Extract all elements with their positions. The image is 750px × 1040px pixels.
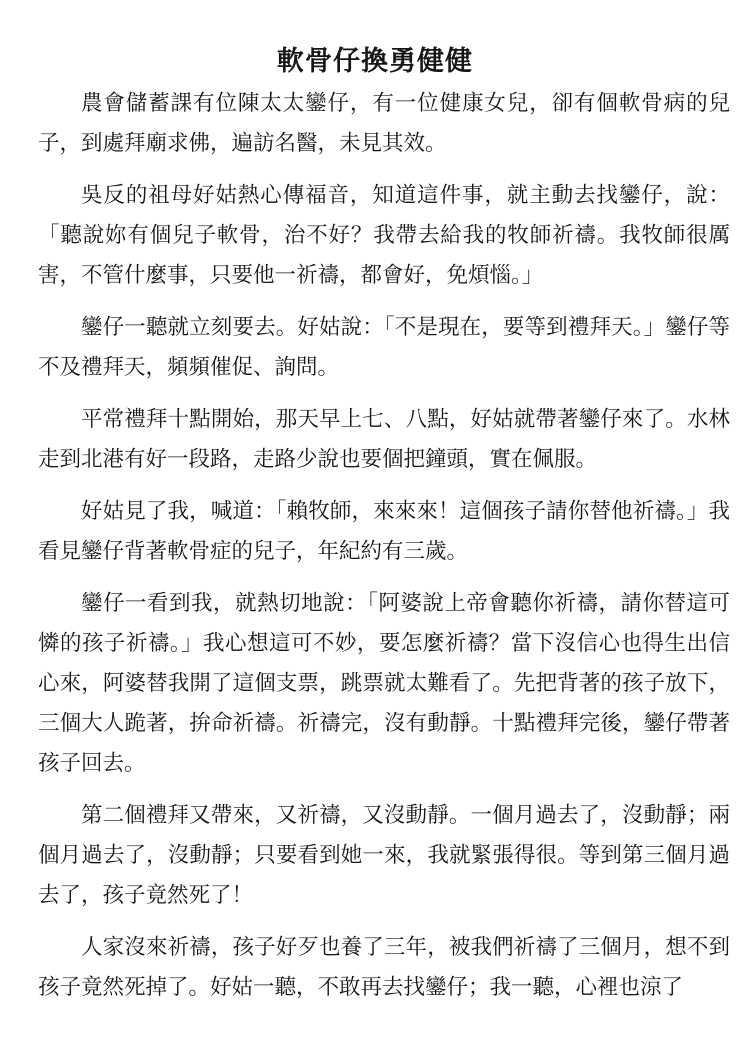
paragraph-5: 好姑見了我，喊道：「賴牧師，來來來！這個孩子請你替他祈禱。」我看見鑾仔背著軟骨症的兒子，年紀約有三歲。 — [38, 499, 730, 564]
paragraph-4: 平常禮拜十點開始，那天早上七、八點，好姑就帶著鑾仔來了。水林走到北港有好一段路，走路少說也要個把鐘頭，實在佩服。 — [38, 407, 730, 472]
page-title: 軟骨仔換勇健健 — [277, 46, 473, 77]
article-body — [38, 84, 730, 1020]
paragraph-1: 農會儲蓄課有位陳太太鑾仔，有一位健康女兒，卻有個軟骨病的兒子，到處拜廟求佛，遍訪名醫，未見其效。 — [38, 91, 730, 156]
paragraph-8: 人家沒來祈禱，孩子好歹也養了三年，被我們祈禱了三個月，想不到孩子竟然死掉了。好姑一聽，不敢再去找鑾仔；我一聽，心裡也涼了 — [38, 935, 730, 1000]
paragraph-3: 鑾仔一聽就立刻要去。好姑說：「不是現在，要等到禮拜天。」鑾仔等不及禮拜天，頻頻催促、詢問。 — [38, 315, 730, 380]
paragraph-7: 第二個禮拜又帶來，又祈禱，又沒動靜。一個月過去了，沒動靜；兩個月過去了，沒動靜；只要看到她一來，我就緊張得很。等到第三個月過去了，孩子竟然死了！ — [38, 803, 730, 908]
paragraph-2: 吳反的祖母好姑熱心傳福音，知道這件事，就主動去找鑾仔，說：「聽說妳有個兒子軟骨，治不好？我帶去給我的牧師祈禱。我牧師很厲害，不管什麼事，只要他一祈禱，都會好，免煩惱。」 — [38, 183, 730, 288]
paragraph-6: 鑾仔一看到我，就熱切地說：「阿婆說上帝會聽你祈禱，請你替這可憐的孩子祈禱。」我心想這可不妙，要怎麼祈禱？當下沒信心也得生出信心來，阿婆替我開了這個支票，跳票就太難看了。先把背著的孩子放下，三個大人跪著，拚命祈禱。祈禱完，沒有動靜。十點禮拜完後，鑾仔帶著孩子回去。 — [38, 591, 730, 776]
